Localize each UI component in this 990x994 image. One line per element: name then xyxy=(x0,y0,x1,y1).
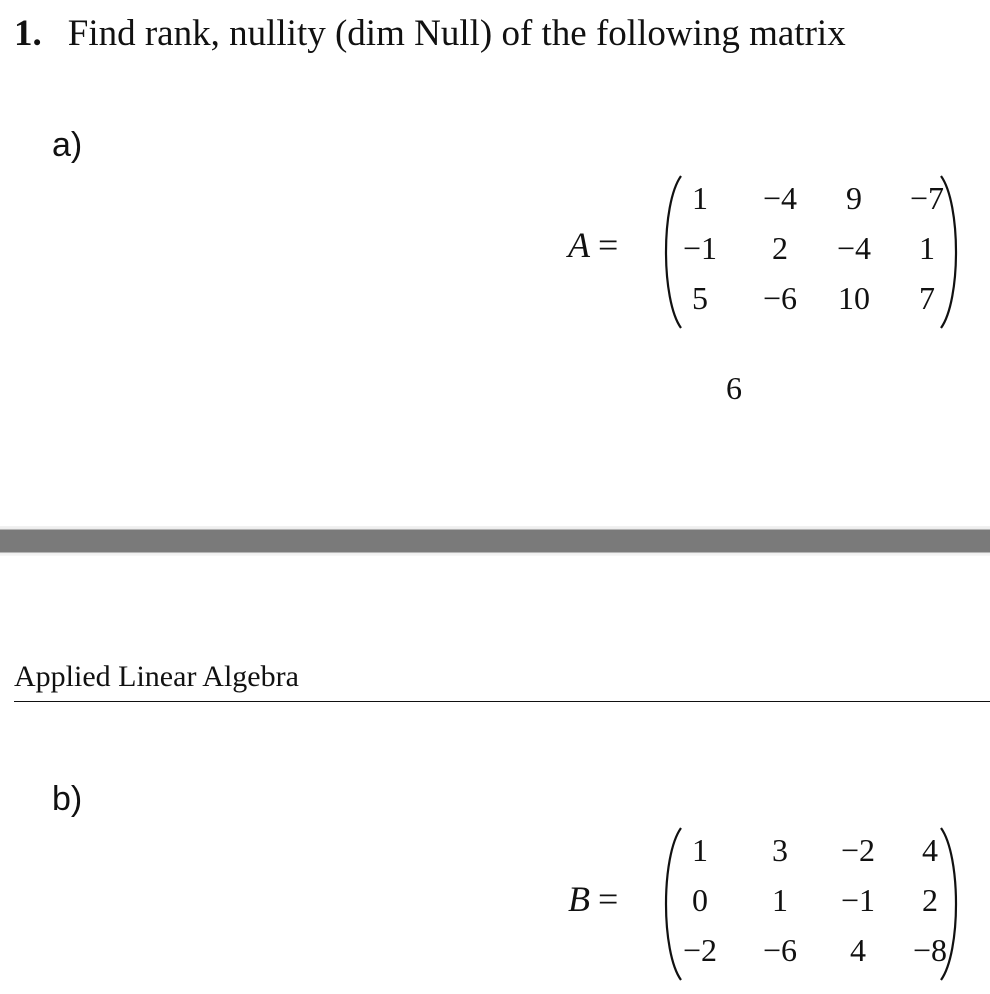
matrix-a-cell: 10 xyxy=(838,280,870,316)
matrix-a-cell: 2 xyxy=(772,230,788,266)
matrix-a-cell: −1 xyxy=(682,230,718,266)
matrix-b-cell: −8 xyxy=(912,932,948,968)
matrix-b-name: B xyxy=(568,879,590,919)
problem-title: Find rank, nullity (dim Null) of the following matrix xyxy=(67,13,846,54)
part-a-label: a) xyxy=(52,126,83,164)
matrix-a-cell: −4 xyxy=(762,180,798,216)
matrix-b-cell: 3 xyxy=(772,832,788,868)
matrix-b xyxy=(655,826,967,982)
matrix-b-cell: 1 xyxy=(692,832,708,868)
matrix-b-equals: = xyxy=(598,879,619,919)
problem-number: 1. xyxy=(14,13,42,54)
matrix-b-cell: −1 xyxy=(840,882,876,918)
matrix-a-cell: 5 xyxy=(692,280,708,316)
matrix-b-cell: −2 xyxy=(682,932,718,968)
matrix-b-label xyxy=(568,878,618,920)
matrix-a-cell: 9 xyxy=(846,180,862,216)
header-rule xyxy=(14,701,990,702)
matrix-a-name: A xyxy=(568,225,590,265)
matrix-b-cell: −2 xyxy=(840,832,876,868)
matrix-a-equals: = xyxy=(598,225,619,265)
matrix-b-cell: 4 xyxy=(850,932,866,968)
page-number: 6 xyxy=(726,370,742,406)
matrix-a-cell: −4 xyxy=(836,230,872,266)
matrix-a-cell: −7 xyxy=(909,180,945,216)
matrix-b-cell: 1 xyxy=(772,882,788,918)
matrix-b-cell: 0 xyxy=(692,882,708,918)
matrix-a-cell: −6 xyxy=(762,280,798,316)
matrix-a-label xyxy=(568,224,618,266)
matrix-a-cell: 1 xyxy=(919,230,935,266)
matrix-b-cell: −6 xyxy=(762,932,798,968)
running-header: Applied Linear Algebra xyxy=(14,660,299,693)
matrix-a xyxy=(655,174,967,330)
problem-heading xyxy=(14,12,846,55)
matrix-a-cell: 1 xyxy=(692,180,708,216)
part-b-label: b) xyxy=(52,780,83,818)
matrix-b-cell: 4 xyxy=(922,832,938,868)
matrix-b-cell: 2 xyxy=(922,882,938,918)
page-gap-divider xyxy=(0,526,990,556)
matrix-a-cell: 7 xyxy=(919,280,935,316)
